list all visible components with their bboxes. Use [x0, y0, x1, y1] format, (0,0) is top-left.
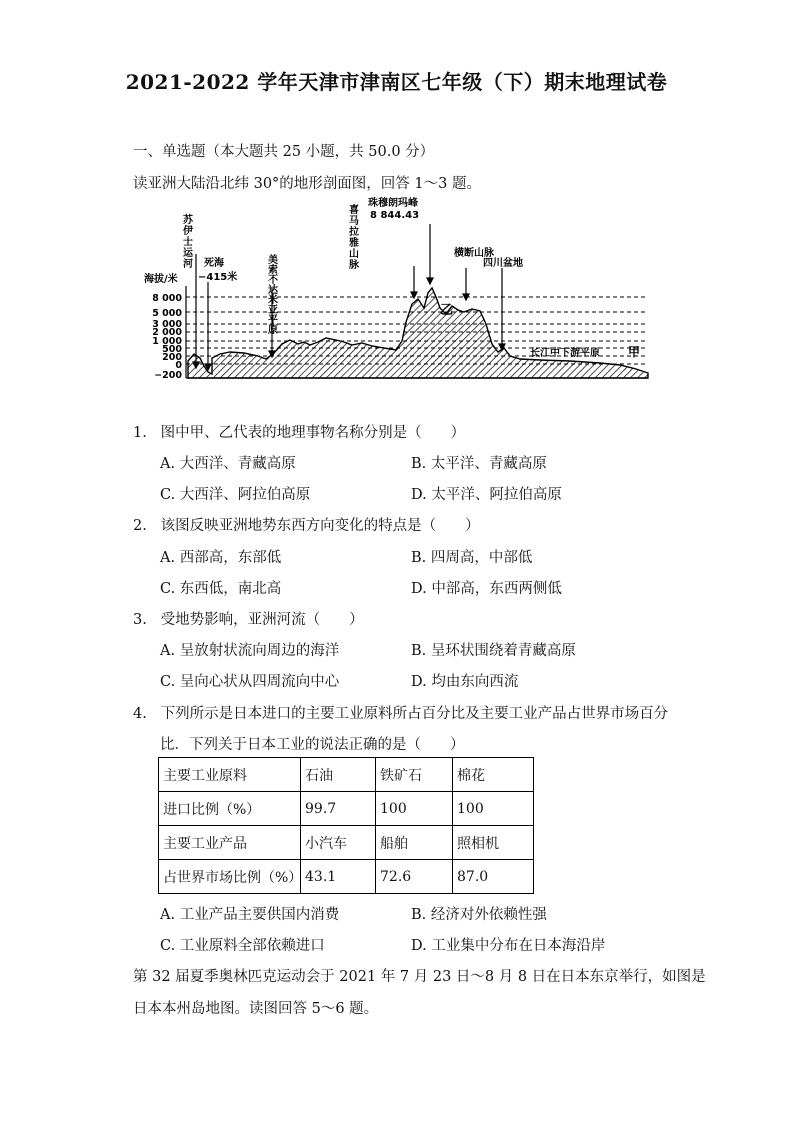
- question-stem: 受地势影响，亚洲河流（ ）: [160, 612, 364, 628]
- question-stem: 图中甲、乙代表的地理事物名称分别是（ ）: [160, 425, 466, 441]
- y-tick: 500: [162, 344, 182, 355]
- label-dead-sea-elevation: −415米: [198, 272, 238, 283]
- option-1c[interactable]: C. 大西洋、阿拉伯高原: [160, 487, 311, 503]
- y-tick: 2 000: [152, 327, 182, 338]
- table-cell: 43.1: [301, 860, 376, 894]
- y-tick: 1 000: [152, 336, 182, 347]
- y-tick: 8 000: [152, 293, 182, 304]
- table-cell: 小汽车: [301, 826, 376, 860]
- option-1a[interactable]: A. 大西洋、青藏高原: [160, 456, 296, 472]
- option-4d[interactable]: D. 工业集中分布在日本海沿岸: [411, 938, 606, 954]
- option-3c[interactable]: C. 呈向心状从四周流向中心: [160, 674, 340, 690]
- intro-text: 读亚洲大陆沿北纬 30°的地形剖面图，回答 1～3 题。: [133, 176, 481, 192]
- y-axis-label: 海拔/米: [144, 274, 178, 285]
- table-cell: 进口比例（%）: [159, 792, 301, 826]
- label-yi: 乙: [440, 303, 454, 318]
- table-cell: 主要工业产品: [159, 826, 301, 860]
- label-everest: 珠穆朗玛峰: [368, 198, 418, 209]
- label-suez: 苏伊士运河: [180, 214, 192, 269]
- option-4b[interactable]: B. 经济对外依赖性强: [411, 907, 547, 923]
- option-2b[interactable]: B. 四周高，中部低: [411, 550, 533, 566]
- question-number: 4.: [133, 706, 147, 722]
- background-text-line2: 日本本州岛地图。读图回答 5～6 题。: [133, 1001, 379, 1017]
- y-tick: −200: [154, 370, 182, 381]
- label-mesopotamia: 美索不达米亚平原: [265, 254, 277, 334]
- question-number: 2.: [133, 518, 147, 534]
- table-cell: 99.7: [301, 792, 376, 826]
- label-everest-elevation: 8 844.43: [370, 210, 420, 221]
- table-cell: 100: [376, 792, 453, 826]
- question-4: [133, 702, 668, 723]
- terrain-profile-svg: [140, 196, 660, 386]
- option-2d[interactable]: D. 中部高，东西两侧低: [411, 581, 562, 597]
- question-1: [133, 421, 465, 442]
- table-row: [159, 758, 534, 792]
- table-cell: 船舶: [376, 826, 453, 860]
- option-2a[interactable]: A. 西部高，东部低: [160, 550, 282, 566]
- question-4-stem-line2: 比．下列关于日本工业的说法正确的是（ ）: [160, 737, 465, 753]
- option-3a[interactable]: A. 呈放射状流向周边的海洋: [160, 643, 340, 659]
- question-stem: 该图反映亚洲地势东西方向变化的特点是（ ）: [160, 518, 480, 534]
- table-cell: 主要工业原料: [159, 758, 301, 792]
- table-cell: 铁矿石: [376, 758, 453, 792]
- question-3: [133, 608, 364, 629]
- page-title: 2021-2022 学年天津市津南区七年级（下）期末地理试卷: [125, 70, 668, 94]
- table-cell: 72.6: [376, 860, 453, 894]
- y-tick-labels: [152, 293, 182, 381]
- table-row: [159, 826, 534, 860]
- y-tick: 0: [175, 360, 182, 371]
- option-4a[interactable]: A. 工业产品主要供国内消费: [160, 907, 340, 923]
- background-text-line1: 第 32 届夏季奥林匹克运动会于 2021 年 7 月 23 日～8 月 8 日在日本东京举行，如图是: [133, 969, 706, 985]
- section-heading: 一、单选题（本大题共 25 小题，共 50.0 分）: [133, 144, 435, 160]
- label-hengduan: 横断山脉: [454, 248, 494, 259]
- industry-table: [158, 757, 534, 894]
- table-cell: 占世界市场比例（%）: [159, 860, 301, 894]
- y-tick: 200: [162, 352, 182, 363]
- question-number: 3.: [133, 612, 147, 628]
- y-tick: 3 000: [152, 319, 182, 330]
- label-dead-sea: 死海: [204, 258, 224, 269]
- option-3b[interactable]: B. 呈环状围绕着青藏高原: [411, 643, 576, 659]
- y-tick: 5 000: [152, 308, 182, 319]
- label-jia: 甲: [628, 345, 641, 359]
- terrain-profile: [188, 288, 648, 378]
- table-cell: 87.0: [453, 860, 534, 894]
- question-stem: 下列所示是日本进口的主要工业原料所占百分比及主要工业产品占世界市场百分: [160, 706, 669, 722]
- table-cell: 棉花: [453, 758, 534, 792]
- table-cell: 照相机: [453, 826, 534, 860]
- option-3d[interactable]: D. 均由东向西流: [411, 674, 519, 690]
- label-yangtze-plain: 长江中下游平原: [530, 348, 600, 359]
- question-2: [133, 514, 480, 535]
- terrain-profile-figure: [140, 196, 660, 386]
- label-himalaya: 喜马拉雅山脉: [346, 204, 358, 270]
- table-cell: 石油: [301, 758, 376, 792]
- question-number: 1.: [133, 425, 147, 441]
- option-4c[interactable]: C. 工业原料全部依赖进口: [160, 938, 325, 954]
- table-cell: 100: [453, 792, 534, 826]
- option-2c[interactable]: C. 东西低，南北高: [160, 581, 282, 597]
- table-row: [159, 792, 534, 826]
- label-sichuan: 四川盆地: [483, 258, 523, 269]
- table-row: [159, 860, 534, 894]
- option-1b[interactable]: B. 太平洋、青藏高原: [411, 456, 547, 472]
- option-1d[interactable]: D. 太平洋、阿拉伯高原: [411, 487, 562, 503]
